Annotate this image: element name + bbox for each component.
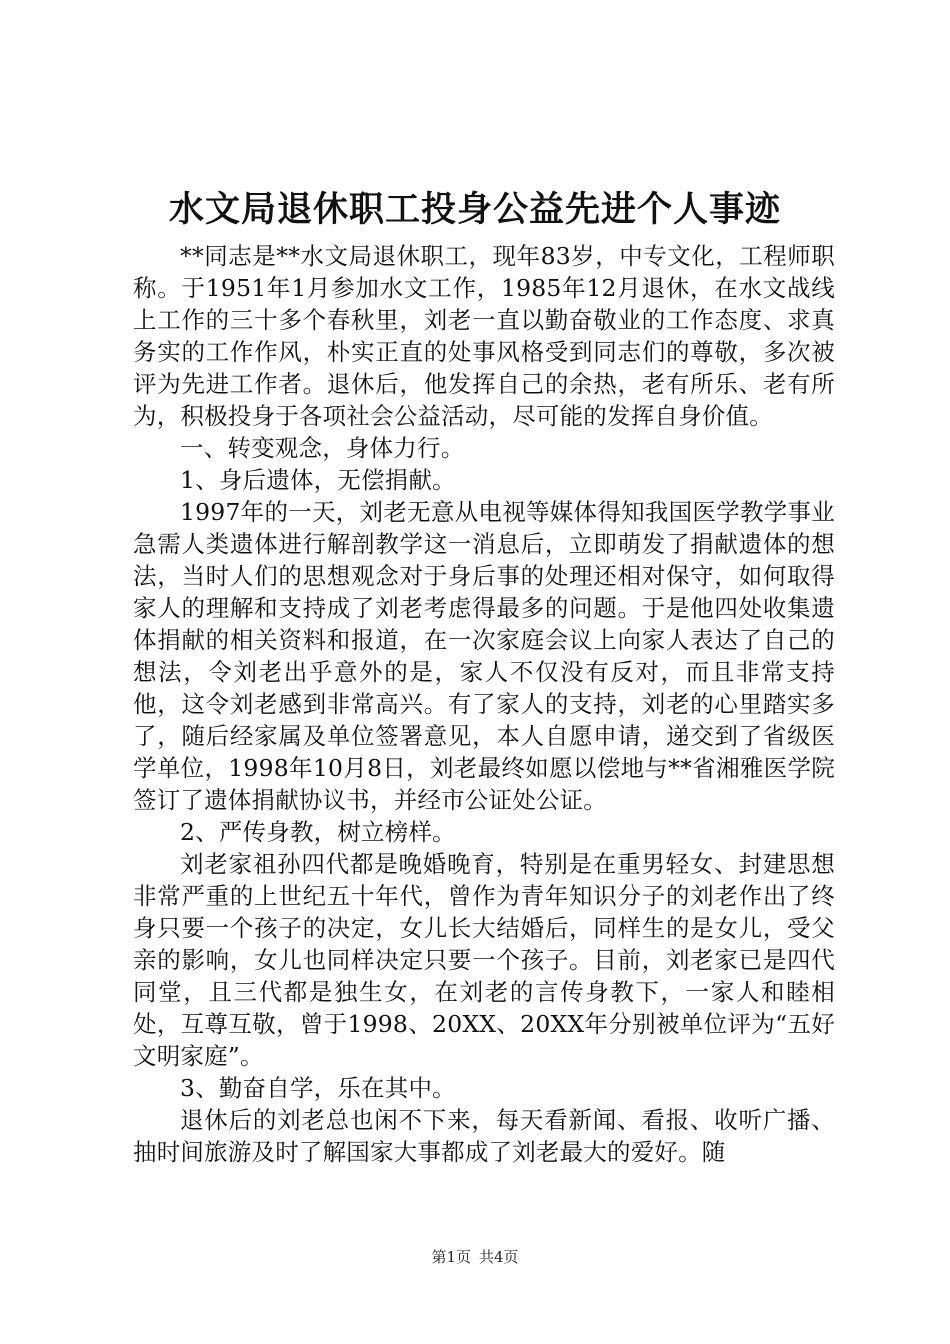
paragraph-intro: **同志是**水文局退休职工，现年83岁，中专文化，工程师职称。于1951年1月参加水文工作，1985年12月退休，在水文战线上工作的三十多个春秋里，刘老一直以勤奋敬业的工作态度、求真务实的工作作风，朴实正直的处事风格受到同志们的尊敬，多次被评为先进工作者。退休后，他发挥自己的余热，老有所乐、老有所为，积极投身于各项社会公益活动，尽可能的发挥自身价值。 <box>133 242 835 430</box>
section-heading-1: 一、转变观念，身体力行。 <box>180 434 465 462</box>
document-title: 水文局退休职工投身公益先进个人事迹 <box>168 189 781 230</box>
subsection-heading-1: 1、身后遗体，无偿捐献。 <box>180 466 456 494</box>
paragraph-body-study: 退休后的刘老总也闲不下来，每天看新闻、看报、收听广播、抽时间旅游及时了解国家大事都成了刘老最大的爱好。随 <box>133 1106 835 1166</box>
page-total: 共4页 <box>479 1248 519 1266</box>
paragraph-body-family: 刘老家祖孙四代都是晚婚晚育，特别是在重男轻女、封建思想非常严重的上世纪五十年代，曾作为青年知识分子的刘老作出了终身只要一个孩子的决定，女儿长大结婚后，同样生的是女儿，受父亲的影响，女儿也同样决定只要一个孩子。目前，刘老家已是四代同堂，且三代都是独生女，在刘老的言传身教下，一家人和睦相处，互尊互敬，曾于1998、20XX、20XX年分别被单位评为“五好文明家庭”。 <box>133 850 835 1070</box>
page-number: 第1页 <box>431 1248 471 1266</box>
paragraph-body-donation: 1997年的一天，刘老无意从电视等媒体得知我国医学教学事业急需人类遗体进行解剖教学这一消息后，立即萌发了捐献遗体的想法，当时人们的思想观念对于身后事的处理还相对保守，如何取得家人的理解和支持成了刘老考虑得最多的问题。于是他四处收集遗体捐献的相关资料和报道，在一次家庭会议上向家人表达了自己的想法，令刘老出乎意外的是，家人不仅没有反对，而且非常支持他，这令刘老感到非常高兴。有了家人的支持，刘老的心里踏实多了，随后经家属及单位签署意见，本人自愿申请，递交到了省级医学单位，1998年10月8日，刘老最终如愿以偿地与**省湘雅医学院签订了遗体捐献协议书，并经市公证处公证。 <box>133 498 835 814</box>
subsection-heading-3: 3、勤奋自学，乐在其中。 <box>180 1074 456 1102</box>
subsection-heading-2: 2、严传身教，树立榜样。 <box>180 818 456 846</box>
page-footer <box>0 1247 950 1267</box>
document-body <box>133 240 835 1168</box>
